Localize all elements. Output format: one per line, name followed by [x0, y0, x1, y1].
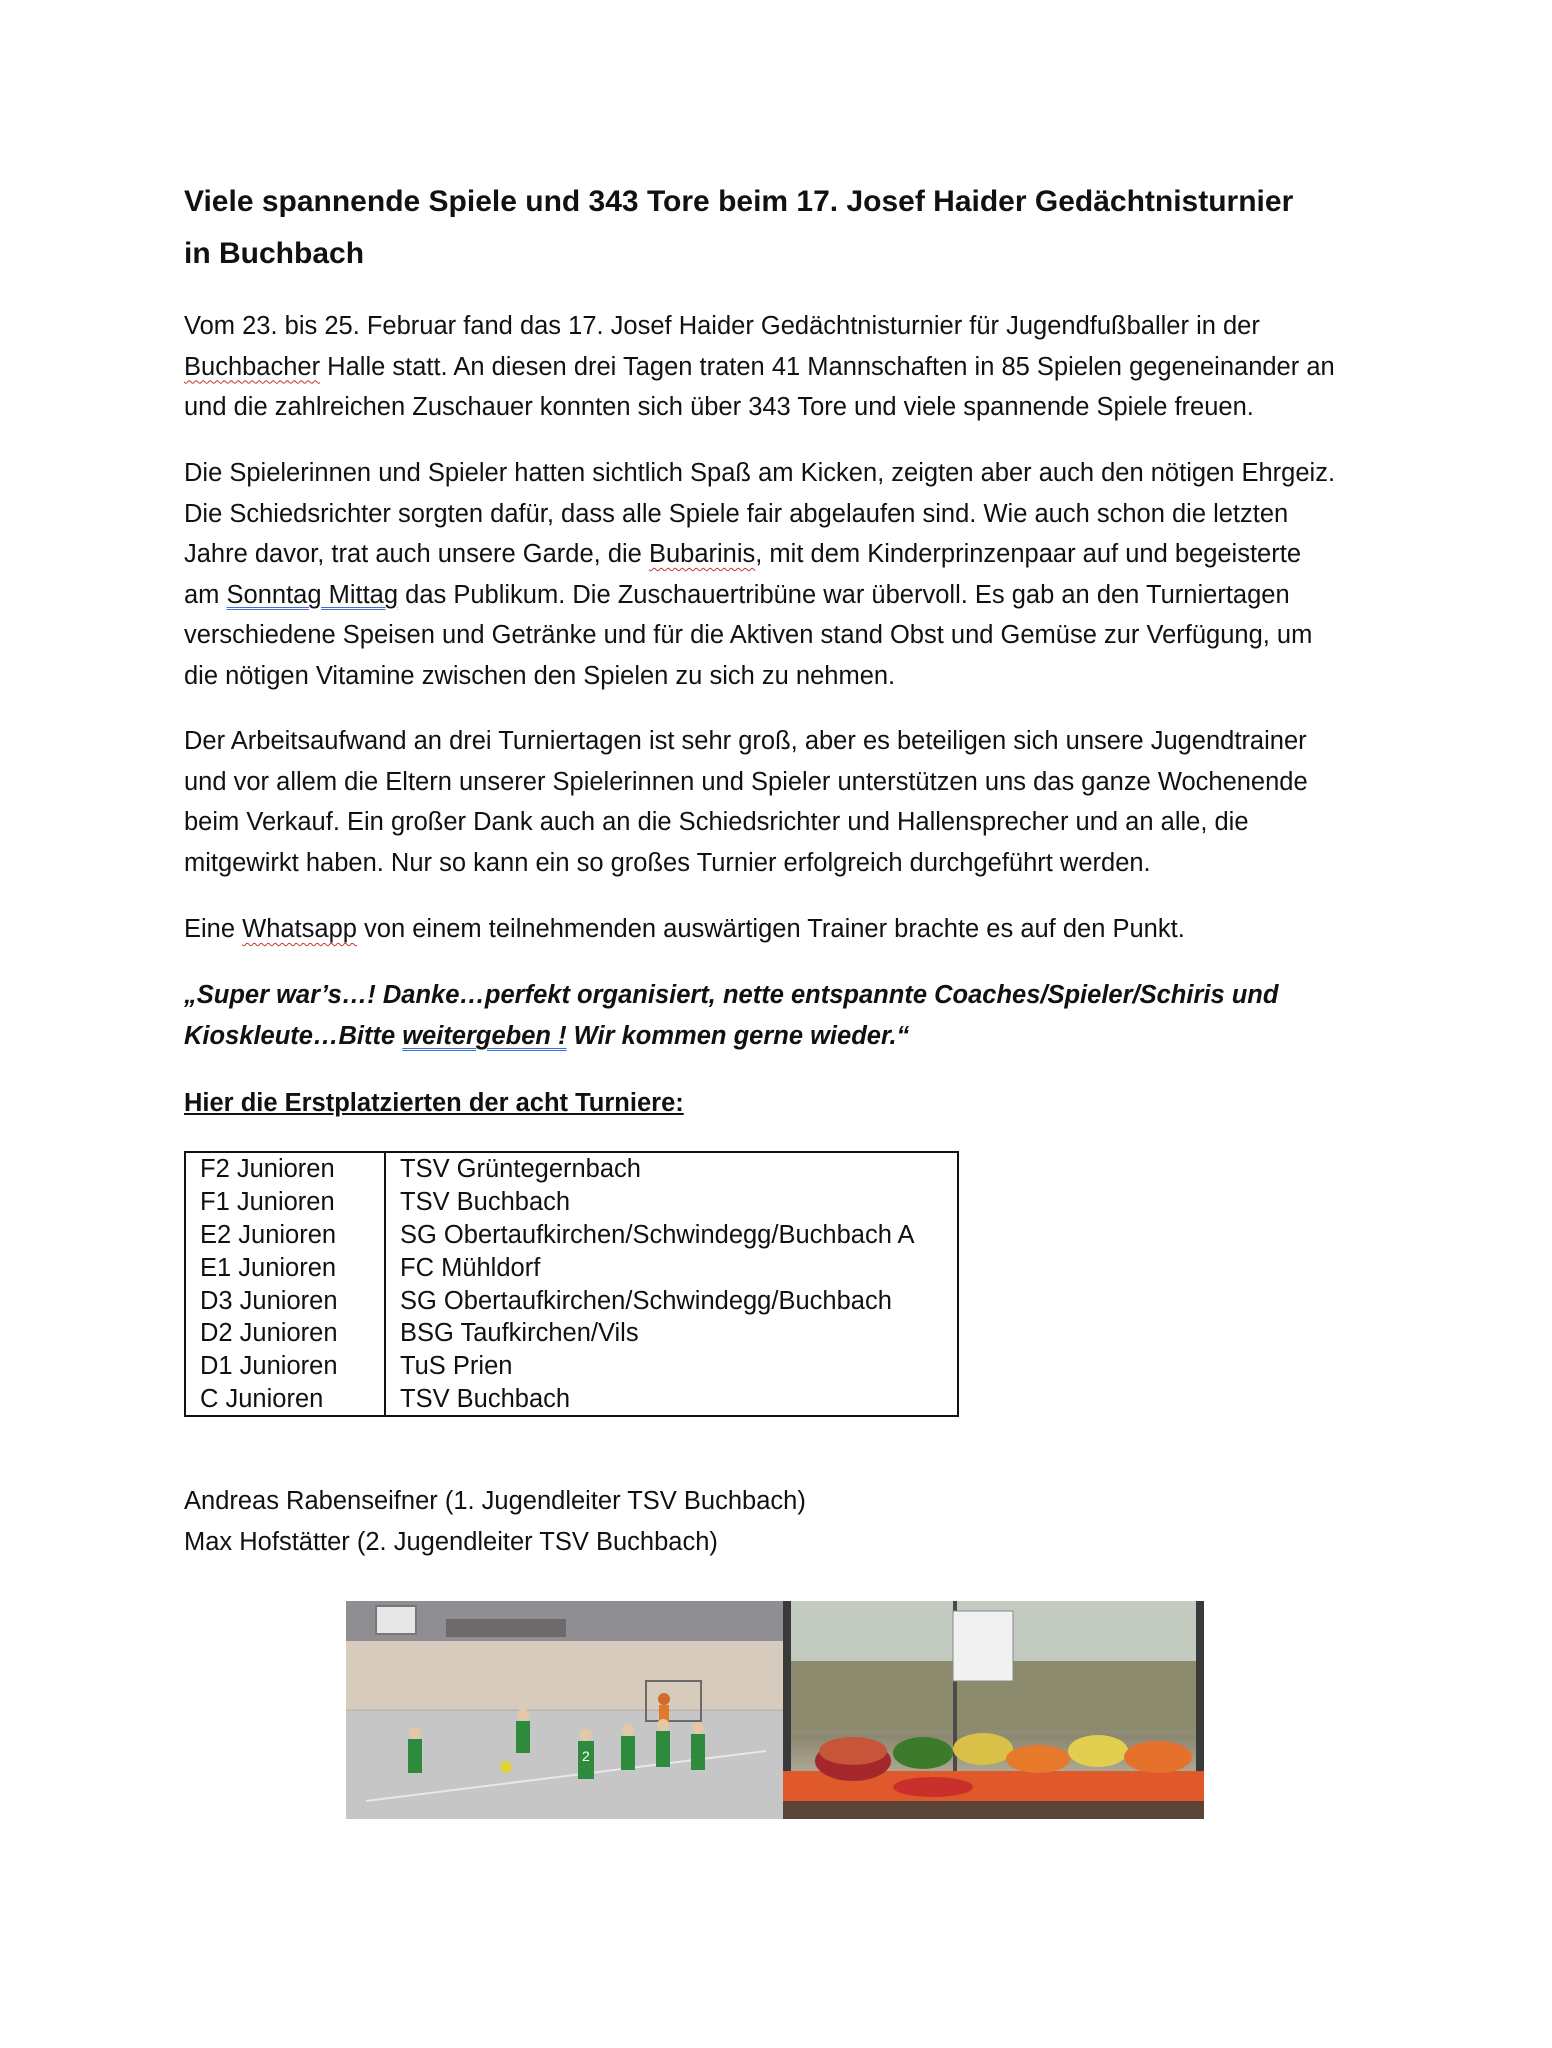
- title-line-2: in Buchbach: [184, 237, 365, 270]
- age-group-cell: F2 Junioren: [185, 1152, 385, 1186]
- winner-cell: TSV Buchbach: [385, 1383, 958, 1417]
- table-row: [185, 1383, 958, 1417]
- winner-cell: TSV Grüntegernbach: [385, 1152, 958, 1186]
- signature-1: Andreas Rabenseifner (1. Jugendleiter TSV Buchbach): [184, 1487, 806, 1515]
- paragraph-whatsapp: [184, 909, 1394, 950]
- players-line-5: verschiedene Speisen und Getränke und für die Aktiven stand Obst und Gemüse zur Verfügung, um: [184, 621, 1313, 649]
- signature-2: Max Hofstätter (2. Jugendleiter TSV Buchbach): [184, 1527, 718, 1556]
- intro-line-3: und die zahlreichen Zuschauer konnten sich über 343 Tore und viele spannende Spiele freuen.: [184, 393, 1254, 421]
- intro-line-2: Halle statt. An diesen drei Tagen traten 41 Mannschaften in 85 Spielen gegeneinander an: [320, 352, 1335, 381]
- signatures: [184, 1481, 1394, 1562]
- winner-cell: TuS Prien: [385, 1350, 958, 1383]
- players-line-4b: das Publikum. Die Zuschauertribüne war übervoll. Es gab an den Turniertagen: [398, 580, 1290, 609]
- results-heading: Hier die Erstplatzierten der acht Turniere:: [184, 1089, 684, 1117]
- hall-match-photo: [346, 1601, 783, 1819]
- fruit-buffet-photo: [783, 1601, 1204, 1819]
- photo-strip: [346, 1601, 1204, 1819]
- players-line-1: Die Spielerinnen und Spieler hatten sichtlich Spaß am Kicken, zeigten aber auch den nötigen Ehrgeiz.: [184, 459, 1336, 487]
- age-group-cell: E2 Junioren: [185, 1219, 385, 1252]
- effort-line-4: mitgewirkt haben. Nur so kann ein so großes Turnier erfolgreich durchgeführt werden.: [184, 848, 1151, 877]
- table-row: [185, 1186, 958, 1219]
- table-row: [185, 1251, 958, 1284]
- table-row: [185, 1350, 958, 1383]
- paragraph-intro: [184, 306, 1394, 428]
- paragraph-players: [184, 453, 1394, 696]
- jersey-number: 2: [582, 1748, 590, 1764]
- table-row: [185, 1317, 958, 1350]
- table-row: [185, 1152, 958, 1186]
- quote-line-2a: Kioskleute…Bitte: [184, 1021, 403, 1050]
- futsal-hall-illustration: [346, 1601, 783, 1819]
- age-group-cell: D3 Junioren: [185, 1284, 385, 1317]
- age-group-cell: C Junioren: [185, 1383, 385, 1417]
- table-row: [185, 1284, 958, 1317]
- winner-cell: SG Obertaufkirchen/Schwindegg/Buchbach A: [385, 1219, 958, 1252]
- results-table: [184, 1151, 959, 1417]
- title-line-1: Viele spannende Spiele und 343 Tore beim 17. Josef Haider Gedächtnisturnier: [184, 185, 1294, 218]
- players-line-2: Die Schiedsrichter sorgten dafür, dass alle Spiele fair abgelaufen sind. Wie auch schon die letzten: [184, 499, 1289, 528]
- players-line-4a: am: [184, 580, 227, 609]
- spellcheck-word: Bubarinis: [648, 540, 756, 568]
- trainer-quote: [184, 975, 1394, 1056]
- table-row: [185, 1219, 958, 1252]
- fruit-table-illustration: [783, 1601, 1204, 1819]
- age-group-cell: E1 Junioren: [185, 1251, 385, 1284]
- players-line-3b: , mit dem Kinderprinzenpaar auf und begeisterte: [755, 540, 1302, 568]
- winner-cell: FC Mühldorf: [385, 1251, 958, 1284]
- winner-cell: TSV Buchbach: [385, 1186, 958, 1219]
- quote-line-1: „Super war’s…! Danke…perfekt organisiert, nette entspannte Coaches/Spieler/Schiris und: [184, 981, 1279, 1009]
- age-group-cell: F1 Junioren: [185, 1186, 385, 1219]
- spellcheck-word: Whatsapp: [242, 915, 357, 943]
- effort-line-1: Der Arbeitsaufwand an drei Turniertagen ist sehr groß, aber es beteiligen sich unsere Jugendtrainer: [184, 727, 1307, 755]
- winner-cell: BSG Taufkirchen/Vils: [385, 1317, 958, 1350]
- quote-line-2b: Wir kommen gerne wieder.“: [566, 1021, 910, 1050]
- grammar-check-phrase: weitergeben !: [402, 1021, 567, 1050]
- spellcheck-word: Buchbacher: [184, 352, 321, 381]
- paragraph-effort: [184, 721, 1394, 883]
- age-group-cell: D2 Junioren: [185, 1317, 385, 1350]
- whatsapp-line-a: Eine: [184, 915, 243, 943]
- winner-cell: SG Obertaufkirchen/Schwindegg/Buchbach: [385, 1284, 958, 1317]
- grammar-check-phrase: Sonntag Mittag: [226, 580, 399, 609]
- players-line-3a: Jahre davor, trat auch unsere Garde, die: [184, 540, 649, 568]
- players-line-6: die nötigen Vitamine zwischen den Spielen zu sich zu nehmen.: [184, 661, 896, 690]
- article-title: [184, 176, 1384, 280]
- effort-line-3: beim Verkauf. Ein großer Dank auch an die Schiedsrichter und Hallensprecher und an alle, die: [184, 808, 1249, 836]
- age-group-cell: D1 Junioren: [185, 1350, 385, 1383]
- whatsapp-line-b: von einem teilnehmenden auswärtigen Trainer brachte es auf den Punkt.: [356, 915, 1185, 943]
- effort-line-2: und vor allem die Eltern unserer Spielerinnen und Spieler unterstützen uns das ganze Wochenende: [184, 767, 1308, 796]
- intro-line-1: Vom 23. bis 25. Februar fand das 17. Josef Haider Gedächtnisturnier für Jugendfußballer in der: [184, 312, 1260, 340]
